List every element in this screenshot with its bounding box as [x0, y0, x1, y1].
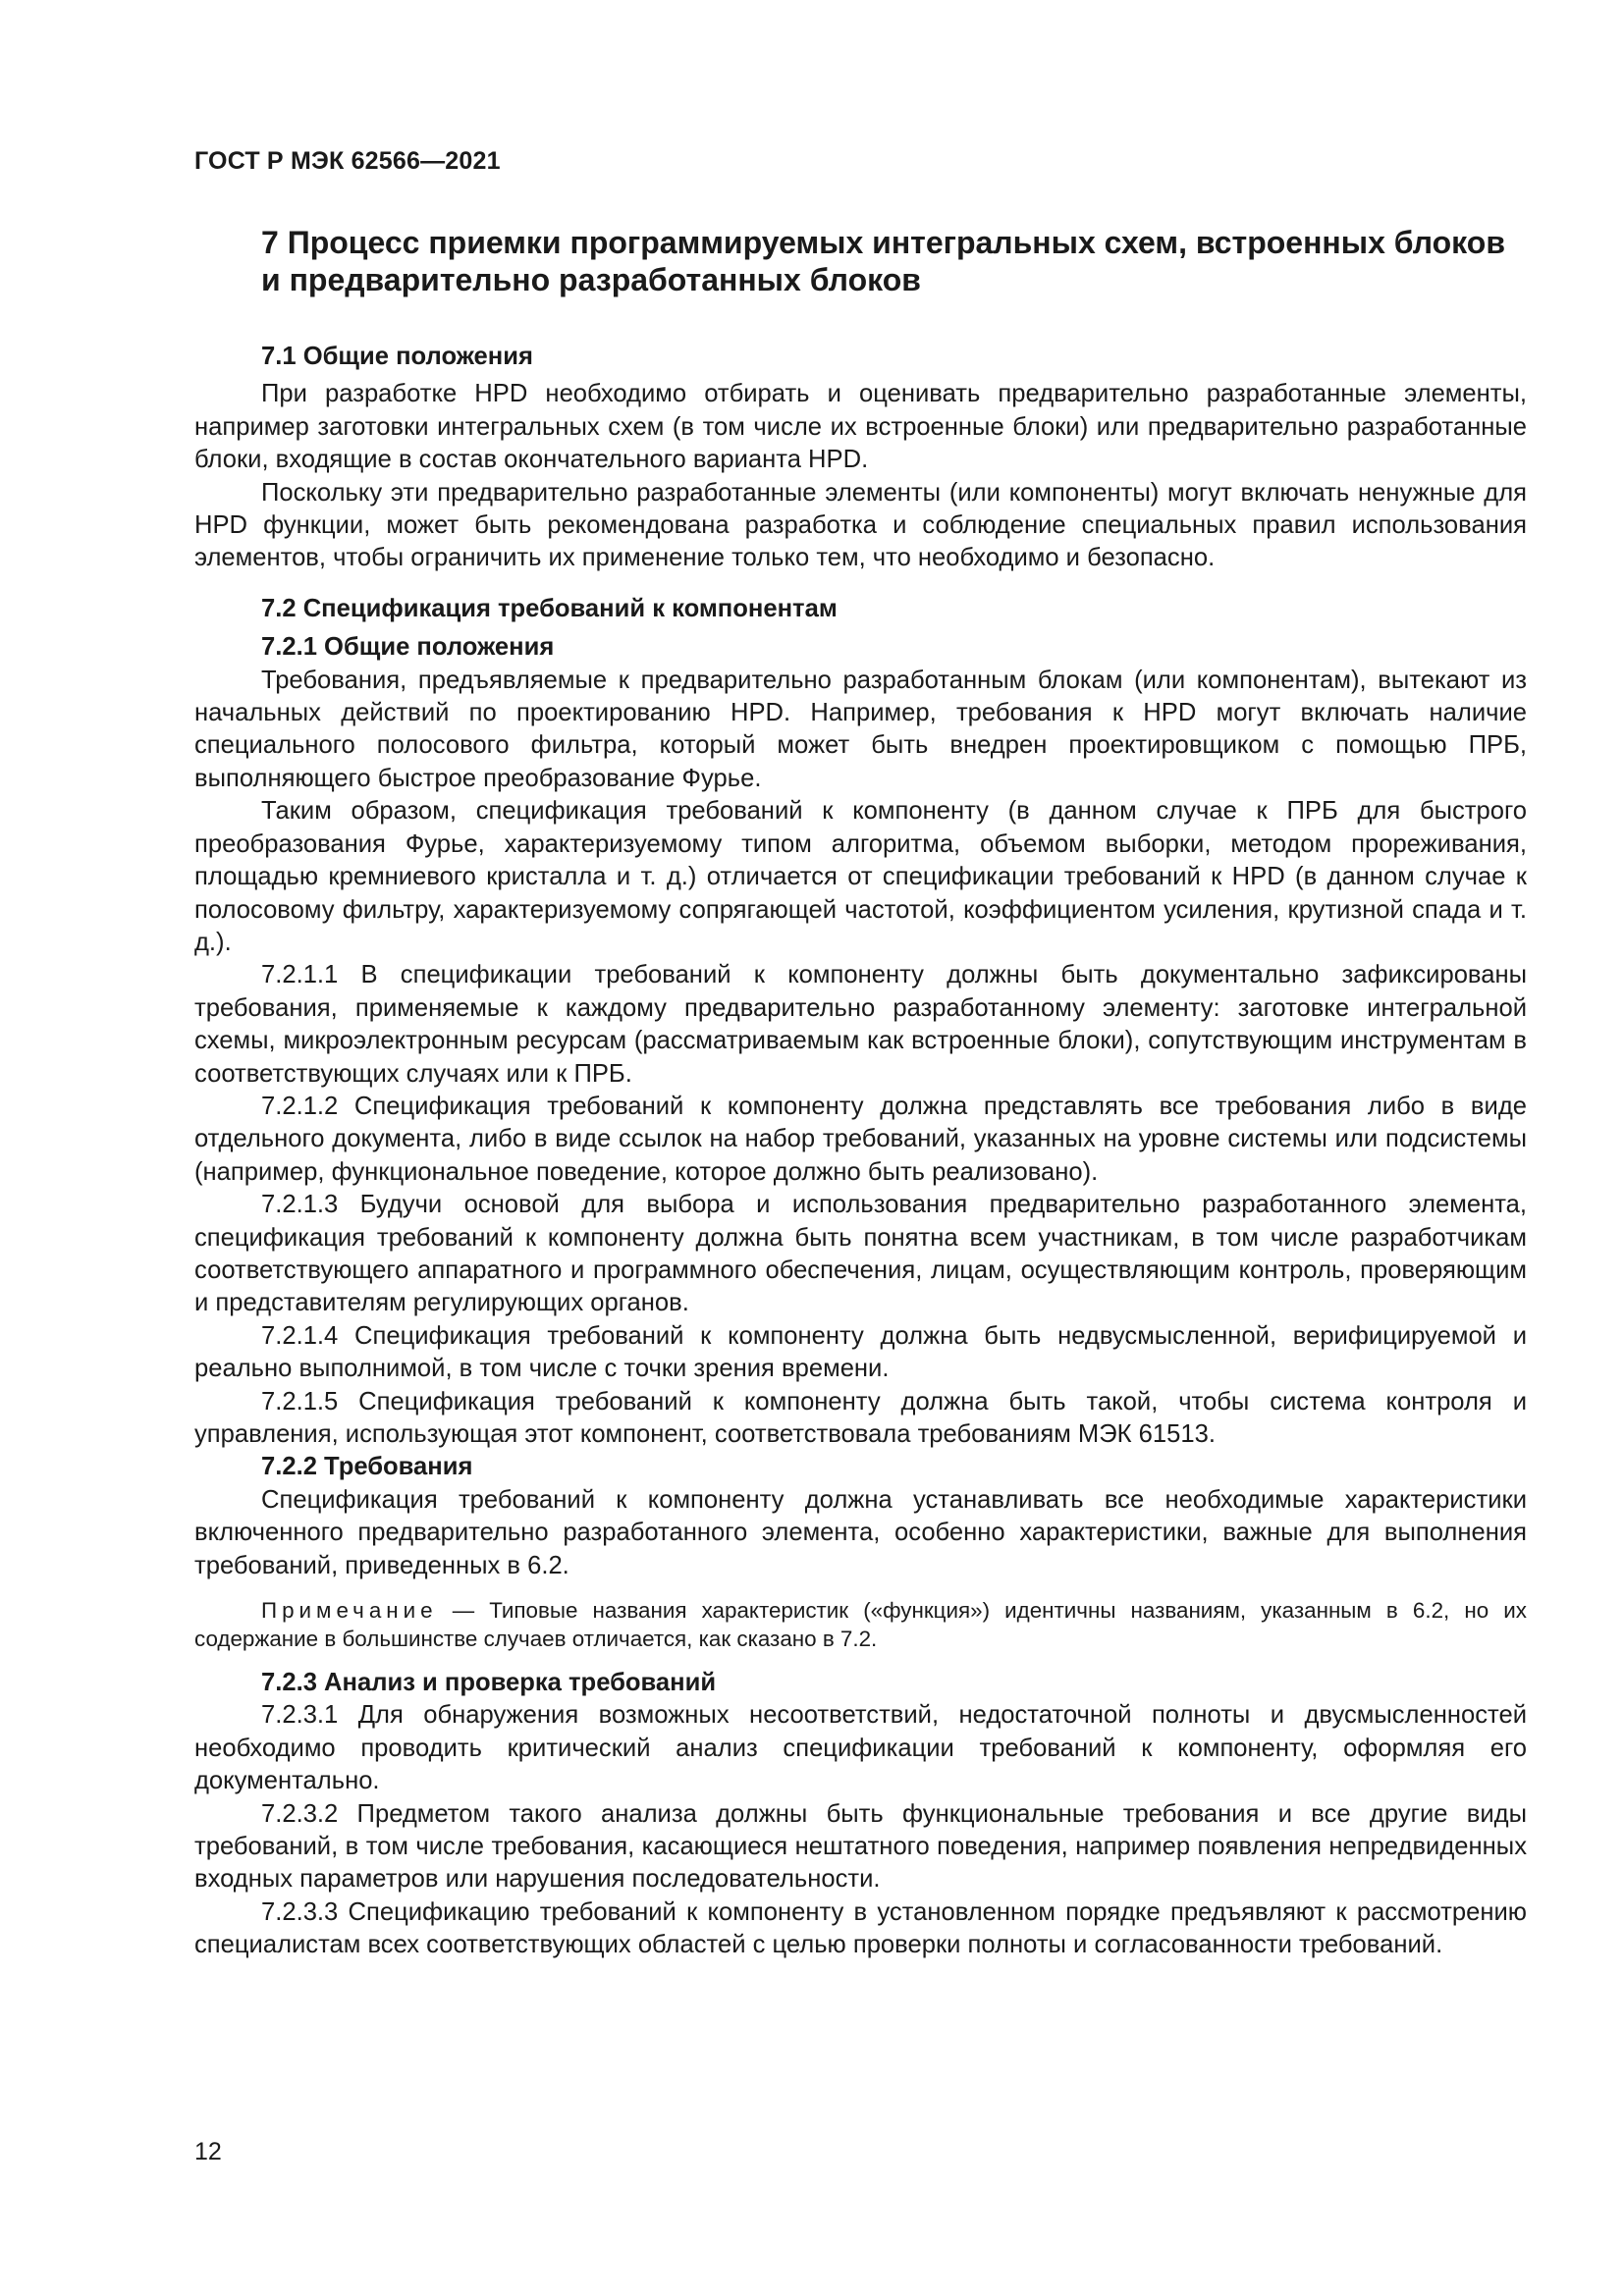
section-7-2-3-heading: 7.2.3 Анализ и проверка требований [261, 1669, 717, 1697]
note-text: — Типовые названия характеристик («функция») идентичны названиям, указанным в 6.2, но их содержание в большинстве случаев отличается, как сказано в 7.2. [194, 1598, 1527, 1652]
paragraph: Требования, предъявляемые к предварительно разработанным блокам (или компонентам), вытекают из начальных действий по проектированию HPD. Например, требования к HPD могут включать наличие специального полосового фильтра, который может быть внедрен проектировщиком с помощью ПРБ, выполняющего быстрое преобразование Фурье. [194, 666, 1527, 792]
paragraph: 7.2.3.2 Предметом такого анализа должны быть функциональные требования и все другие виды требований, в том числе требования, касающиеся нештатного поведения, например появления непредвиденных входных параметров или нарушения последовательности. [194, 1799, 1527, 1894]
paragraph: При разработке HPD необходимо отбирать и оценивать предварительно разработанные элементы, например заготовки интегральных схем (в том числе их встроенные блоки) или предварительно разработанные блоки, входящие в состав окончательного варианта HPD. [194, 380, 1527, 474]
page-content [194, 224, 1527, 1962]
section-7-2-2-heading: 7.2.2 Требования [261, 1453, 473, 1481]
document-header: ГОСТ Р МЭК 62566—2021 [194, 147, 501, 175]
paragraph: 7.2.1.1 В спецификации требований к компоненту должны быть документально зафиксированы требования, применяемые к каждому предварительно разработанному элементу: заготовке интегральной схемы, микроэлектронным ресурсам (рассматриваемым как встроенные блоки), сопутствующим инструментам в соответствующих случаях или к ПРБ. [194, 961, 1527, 1088]
paragraph: 7.2.3.3 Спецификацию требований к компоненту в установленном порядке предъявляют к рассмотрению специалистам всех соответствующих областей с целью проверки полноты и согласованности требований. [194, 1897, 1527, 1959]
paragraph: 7.2.1.3 Будучи основой для выбора и использования предварительно разработанного элемента, спецификация требований к компоненту должна быть понятна всем участникам, в том числе разработчикам соответствующего аппаратного и программного обеспечения, лицам, осуществляющим контроль, проверяющим и представителям регулирующих органов. [194, 1191, 1527, 1317]
paragraph: 7.2.1.5 Спецификация требований к компоненту должна быть такой, чтобы система контроля и управления, использующая этот компонент, соответствовала требованиям МЭК 61513. [194, 1387, 1527, 1448]
section-7-2-heading: 7.2 Спецификация требований к компонентам [261, 594, 838, 622]
section-7-title: 7 Процесс приемки программируемых интегральных схем, встроенных блоков и предварительно разработанных блоков [261, 225, 1505, 297]
section-7-1-heading: 7.1 Общие положения [261, 343, 533, 370]
paragraph: Поскольку эти предварительно разработанные элементы (или компоненты) могут включать ненужные для HPD функции, может быть рекомендована разработка и соблюдение специальных правил использования элементов, чтобы ограничить их применение только тем, что необходимо и безопасно. [194, 478, 1527, 572]
paragraph: Таким образом, спецификация требований к компоненту (в данном случае к ПРБ для быстрого преобразования Фурье, характеризуемому типом алгоритма, объемом выборки, методом прореживания, площадью кремниевого кристалла и т. д.) отличается от спецификации требований к HPD (в данном случае к полосовому фильтру, характеризуемому сопрягающей частотой, коэффициентом усиления, крутизной спада и т. д.). [194, 797, 1527, 956]
note [194, 1596, 1527, 1653]
paragraph: 7.2.1.2 Спецификация требований к компоненту должна представлять все требования либо в виде отдельного документа, либо в виде ссылок на набор требований, указанных на уровне системы или подсистемы (например, функциональное поведение, которое должно быть реализовано). [194, 1092, 1527, 1186]
paragraph: 7.2.1.4 Спецификация требований к компоненту должна быть недвусмысленной, верифицируемой и реально выполнимой, в том числе с точки зрения времени. [194, 1321, 1527, 1383]
paragraph: Спецификация требований к компоненту должна устанавливать все необходимые характеристики включенного предварительно разработанного элемента, особенно характеристики, важные для выполнения требований, приведенных в 6.2. [194, 1485, 1527, 1579]
section-7-2-1-heading: 7.2.1 Общие положения [261, 633, 555, 662]
paragraph: 7.2.3.1 Для обнаружения возможных несоответствий, недостаточной полноты и двусмысленностей необходимо проводить критический анализ спецификации требований к компоненту, оформляя его документально. [194, 1701, 1527, 1795]
note-label: Примечание [261, 1598, 438, 1624]
page-number: 12 [194, 2138, 222, 2165]
